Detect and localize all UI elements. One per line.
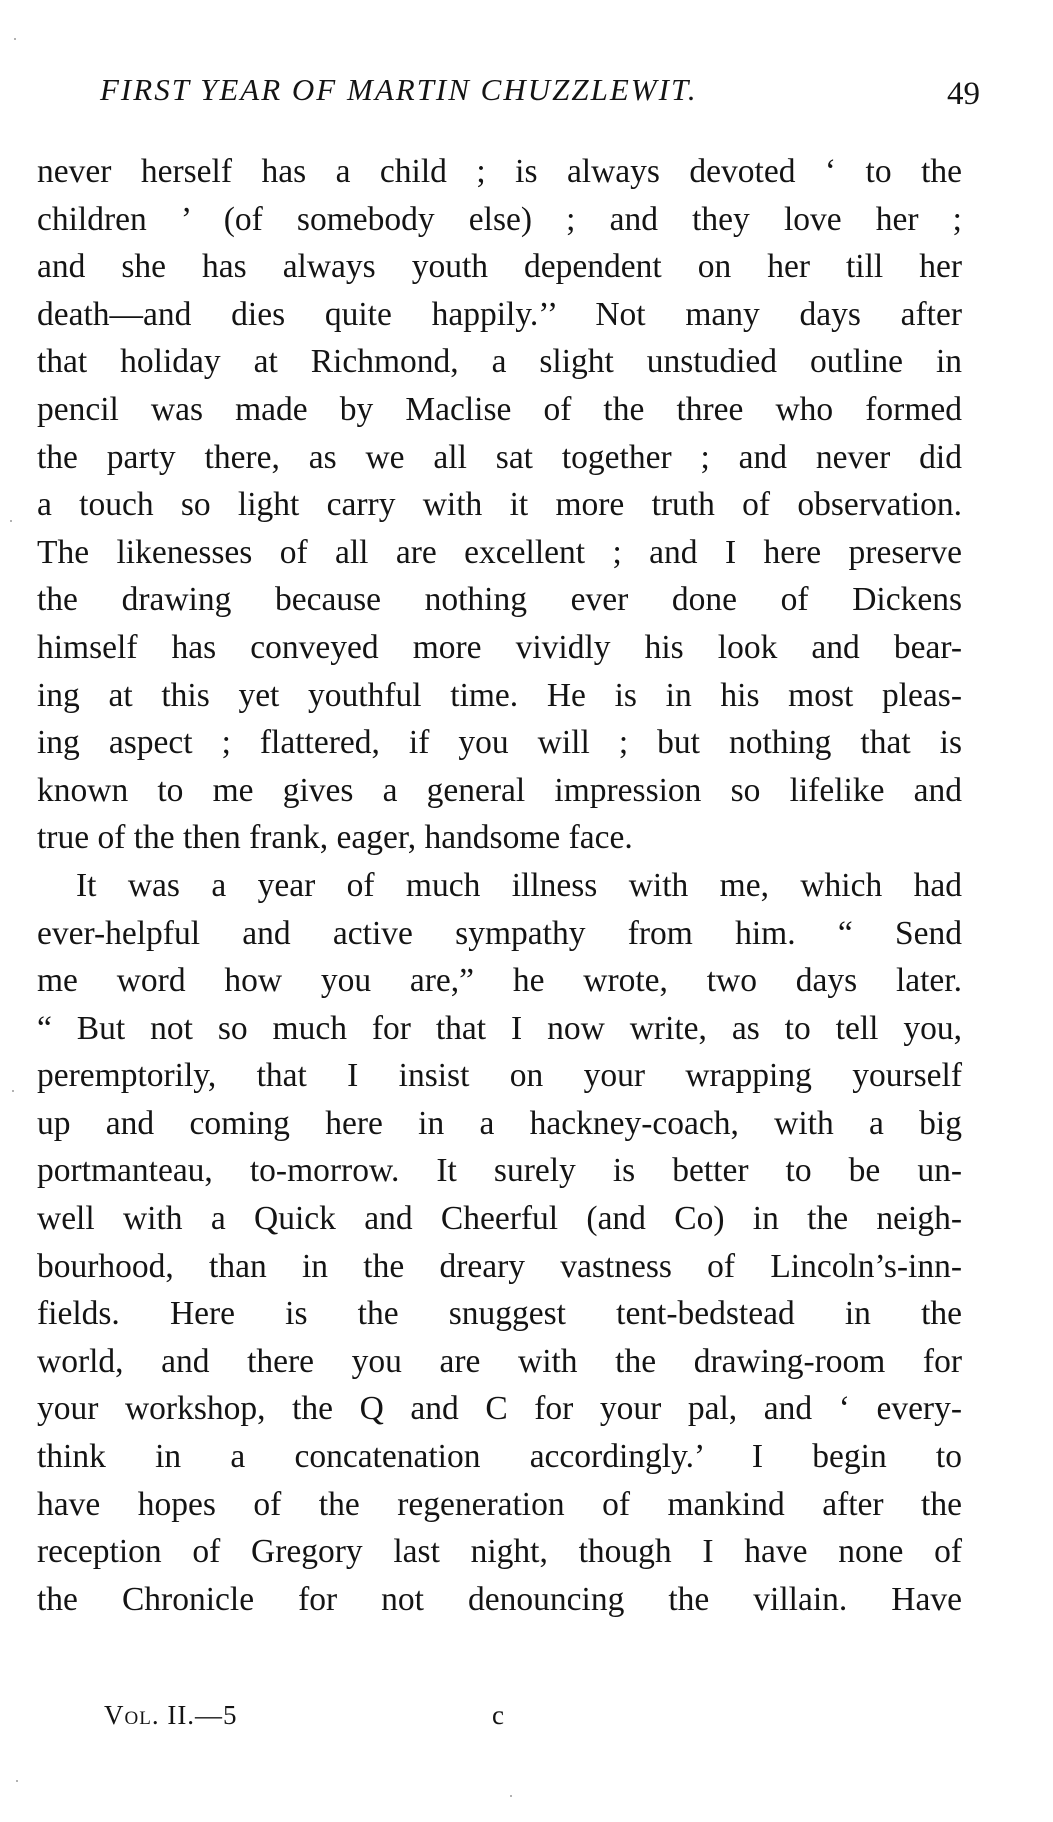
text-line: the drawing because nothing ever done of Dickens bbox=[37, 581, 962, 619]
text-line: have hopes of the regeneration of mankind after the bbox=[37, 1485, 962, 1523]
text-line: the party there, as we all sat together ; and never did bbox=[37, 438, 962, 476]
signature-line bbox=[104, 1700, 544, 1740]
text-line: me word how you are,” he wrote, two days later. bbox=[37, 962, 962, 1000]
text-line: known to me gives a general impression so lifelike and bbox=[37, 771, 962, 809]
text-line: fields. Here is the snuggest tent-bedstead in the bbox=[37, 1295, 962, 1333]
text-line: and she has always youth dependent on her till her bbox=[37, 248, 962, 286]
text-line: reception of Gregory last night, though I have none of bbox=[37, 1533, 962, 1571]
text-line: think in a concatenation accordingly.’ I begin to bbox=[37, 1438, 962, 1476]
text-line: pencil was made by Maclise of the three who formed bbox=[37, 390, 962, 428]
paper-speck bbox=[10, 520, 12, 522]
text-line: your workshop, the Q and C for your pal, and ‘ every- bbox=[37, 1390, 962, 1428]
paper-speck bbox=[510, 1795, 512, 1797]
text-line: The likenesses of all are excellent ; and I here preserve bbox=[37, 533, 962, 571]
paper-speck bbox=[14, 38, 16, 40]
text-line: that holiday at Richmond, a slight unstudied outline in bbox=[37, 343, 962, 381]
paragraph bbox=[37, 148, 962, 862]
signature-mark: c bbox=[492, 1700, 504, 1730]
text-line: a touch so light carry with it more truth of observation. bbox=[37, 486, 962, 524]
text-line: himself has conveyed more vividly his look and bear- bbox=[37, 628, 962, 666]
paper-speck bbox=[16, 1780, 18, 1782]
text-line: ing at this yet youthful time. He is in his most pleas- bbox=[37, 676, 962, 714]
text-line: well with a Quick and Cheerful (and Co) in the neigh- bbox=[37, 1200, 962, 1238]
running-title: FIRST YEAR OF MARTIN CHUZZLEWIT. bbox=[100, 72, 698, 107]
text-line: world, and there you are with the drawing-room for bbox=[37, 1342, 962, 1380]
paragraph bbox=[37, 862, 962, 1624]
text-line: ing aspect ; flattered, if you will ; but nothing that is bbox=[37, 724, 962, 762]
text-line: It was a year of much illness with me, which had bbox=[76, 866, 962, 904]
text-line: “ But not so much for that I now write, as to tell you, bbox=[37, 1009, 962, 1047]
text-line: true of the then frank, eager, handsome face. bbox=[37, 819, 633, 857]
text-line: portmanteau, to-morrow. It surely is better to be un- bbox=[37, 1152, 962, 1190]
running-head bbox=[100, 72, 980, 122]
text-line: never herself has a child ; is always devoted ‘ to the bbox=[37, 153, 962, 190]
page-number: 49 bbox=[947, 76, 980, 112]
body-text bbox=[37, 148, 962, 1623]
paper-speck bbox=[12, 1090, 14, 1092]
text-line: bourhood, than in the dreary vastness of Lincoln’s-inn- bbox=[37, 1247, 962, 1285]
volume-label: Vol. II.—5 bbox=[104, 1700, 238, 1730]
text-line: up and coming here in a hackney-coach, with a big bbox=[37, 1104, 962, 1142]
text-line: death—and dies quite happily.’’ Not many days after bbox=[37, 295, 962, 333]
text-line: children ’ (of somebody else) ; and they love her ; bbox=[37, 200, 962, 238]
text-line: the Chronicle for not denouncing the villain. Have bbox=[37, 1580, 962, 1618]
text-line: peremptorily, that I insist on your wrapping yourself bbox=[37, 1057, 962, 1095]
text-line: ever-helpful and active sympathy from him. “ Send bbox=[37, 914, 962, 952]
